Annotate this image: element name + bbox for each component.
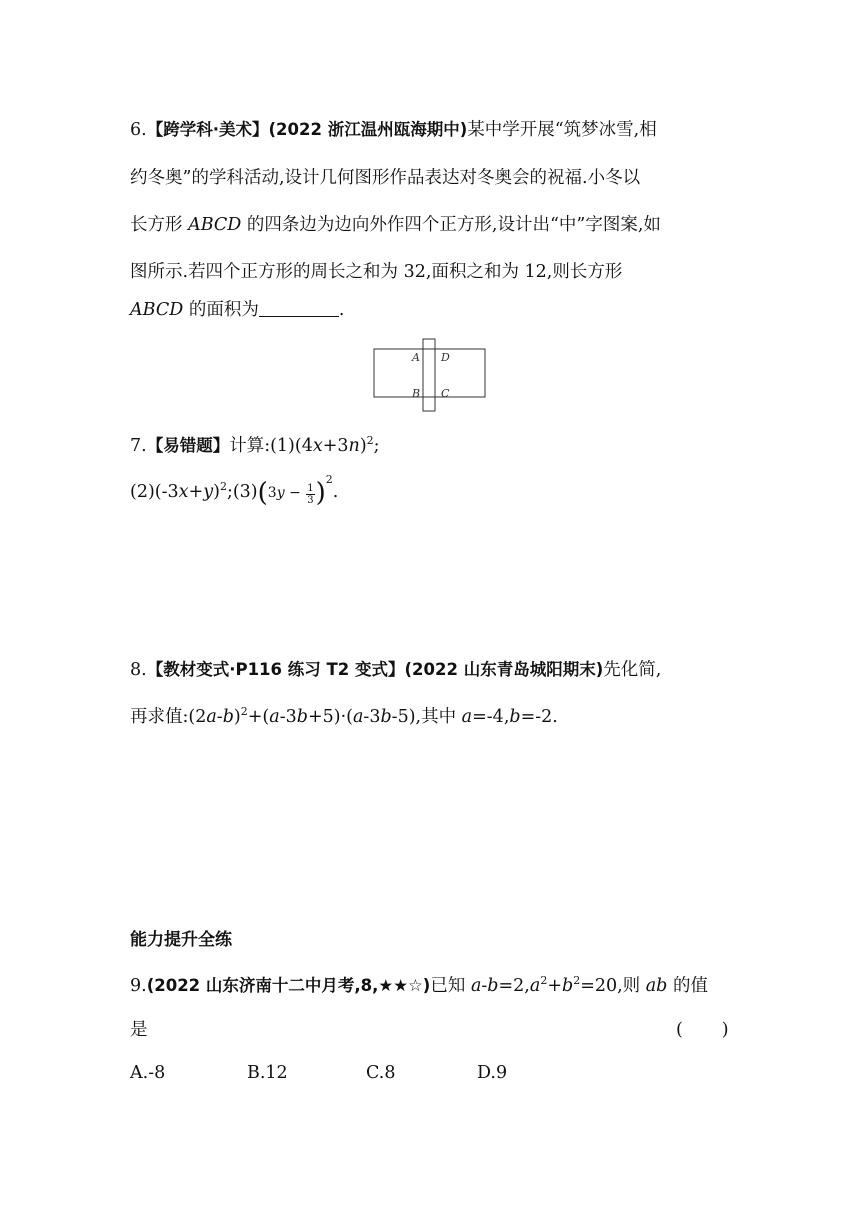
paren-close: ) — [315, 478, 326, 508]
horizontal-rect — [374, 349, 485, 397]
q8-var: b — [509, 707, 521, 727]
q6-var: ABCD — [130, 300, 184, 320]
q7-line-2 — [130, 473, 339, 508]
q7-var: y — [276, 485, 285, 501]
answer-bracket[interactable]: ( ) — [676, 1020, 729, 1040]
fraction — [306, 483, 314, 506]
q7-number: 7. — [130, 436, 147, 456]
q8-text: -5),其中 — [391, 707, 462, 727]
q7-var: n — [348, 436, 360, 456]
zhong-figure — [370, 336, 490, 414]
q7-var: x — [178, 482, 189, 502]
q9-text: 已知 — [430, 976, 471, 996]
q6-text: 约冬奥”的学科活动,设计几何图形作品表达对冬奥会的祝福.小冬以 — [130, 168, 641, 188]
exponent: 2 — [540, 974, 548, 987]
q6-text: . — [338, 300, 345, 320]
q8-text: -3 — [363, 707, 381, 727]
q8-tag: 【教材变式·P116 练习 T2 变式】 — [146, 660, 405, 679]
option-b[interactable]: B.12 — [247, 1063, 288, 1083]
q9-text: + — [547, 976, 562, 996]
q6-line-3 — [130, 213, 661, 237]
q8-text: =-2. — [520, 707, 558, 727]
q7-var: y — [203, 482, 214, 502]
q7-text: ) — [359, 436, 367, 456]
q6-text: 的四条边为边向外作四个正方形,设计出“中”字图案,如 — [241, 215, 661, 235]
q9-text: 是 — [130, 1020, 148, 1040]
q8-var: a — [461, 707, 473, 727]
numerator: 1 — [307, 483, 314, 494]
q9-var: b — [487, 976, 499, 996]
q8-var: b — [296, 707, 308, 727]
q8-text: +( — [247, 707, 270, 727]
q6-line-5 — [130, 298, 344, 322]
q9-text: - — [481, 976, 488, 996]
q6-text: 的面积为 — [183, 300, 259, 320]
exponent: 2 — [240, 705, 248, 718]
q9-source: (2022 山东济南十二中月考,8,★★☆) — [146, 976, 431, 995]
q9-var: a — [529, 976, 541, 996]
exponent: 2 — [573, 974, 581, 987]
q6-line-1 — [130, 118, 657, 142]
denominator: 3 — [307, 495, 314, 506]
q8-text: 先化简, — [603, 660, 662, 680]
q9-var: b — [561, 976, 574, 996]
q8-text: 再求值:(2 — [130, 707, 207, 727]
q9-line-1 — [130, 974, 708, 998]
q7-text: (2)(-3 — [130, 482, 179, 502]
q7-text: 3 — [267, 485, 277, 501]
q6-var: ABCD — [188, 215, 242, 235]
q9-line-2 — [130, 1018, 148, 1042]
q8-line-1 — [130, 658, 661, 682]
section-title: 能力提升全练 — [130, 930, 232, 950]
q6-line-4 — [130, 260, 622, 284]
answer-blank[interactable] — [259, 300, 339, 317]
q7-line-1 — [130, 434, 380, 458]
option-c[interactable]: C.8 — [366, 1063, 396, 1083]
exponent: 2 — [366, 434, 374, 447]
q8-text: +5)·( — [307, 707, 353, 727]
q6-tag: 【跨学科·美术】 — [146, 120, 269, 139]
q7-text: ;(3) — [226, 482, 258, 502]
q9-var: ab — [645, 976, 668, 996]
vertical-rect — [423, 339, 435, 411]
label-a: A — [412, 351, 420, 364]
q7-text: ; — [373, 436, 380, 456]
q7-tag: 【易错题】 — [146, 436, 230, 455]
q7-text: 计算:(1)(4 — [229, 436, 313, 456]
q7-text: ) — [213, 482, 220, 502]
q8-number: 8. — [130, 660, 147, 680]
paren-open: ( — [257, 478, 268, 508]
q6-text: 某中学开展“筑梦冰雪,相 — [467, 120, 657, 140]
q8-text: =-4, — [472, 707, 510, 727]
q8-text: -3 — [279, 707, 297, 727]
option-d[interactable]: D.9 — [477, 1063, 508, 1083]
exponent: 2 — [219, 480, 227, 493]
exponent: 2 — [325, 473, 333, 486]
q6-line-2 — [130, 166, 640, 190]
q9-text: =2, — [498, 976, 530, 996]
label-b: B — [412, 387, 421, 400]
q7-text: − — [284, 485, 306, 501]
q8-text: ) — [233, 707, 241, 727]
option-a[interactable]: A.-8 — [130, 1063, 166, 1083]
q6-source: (2022 浙江温州瓯海期中) — [268, 120, 468, 139]
q8-var: b — [380, 707, 392, 727]
q7-text: . — [332, 482, 339, 502]
q8-source: (2022 山东青岛城阳期末) — [404, 660, 604, 679]
q7-var: x — [312, 436, 323, 456]
q6-text: 长方形 — [130, 215, 189, 235]
q8-line-2 — [130, 705, 558, 729]
q9-text: 的值 — [667, 976, 708, 996]
q9-var: a — [470, 976, 482, 996]
q8-var: a — [269, 707, 280, 727]
label-d: D — [441, 351, 450, 364]
q6-number: 6. — [130, 120, 147, 140]
q8-var: a — [352, 707, 364, 727]
q8-text: - — [216, 707, 223, 727]
q9-text: =20,则 — [580, 976, 646, 996]
q9-number: 9. — [130, 976, 147, 996]
q7-text: + — [188, 482, 204, 502]
q8-var: b — [222, 707, 234, 727]
label-c: C — [441, 387, 450, 400]
q6-text: 图所示.若四个正方形的周长之和为 32,面积之和为 12,则长方形 — [130, 262, 623, 282]
q8-var: a — [206, 707, 217, 727]
q7-text: +3 — [322, 436, 349, 456]
